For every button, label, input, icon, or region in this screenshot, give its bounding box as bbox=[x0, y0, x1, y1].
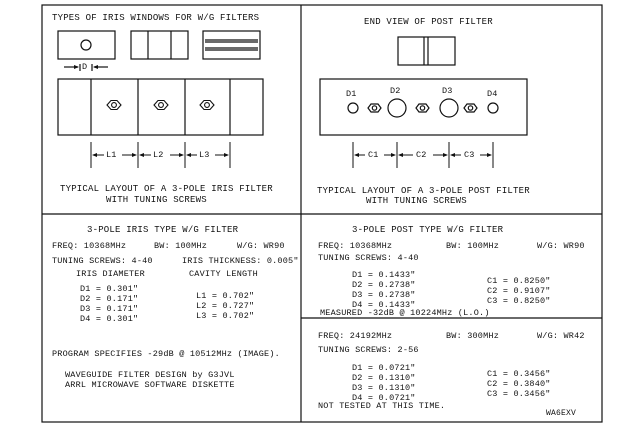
post2-tuning-screws: TUNING SCREWS: 2-56 bbox=[318, 345, 419, 355]
post-end-view bbox=[398, 37, 455, 65]
spacing-label-c3: C3 bbox=[464, 150, 475, 160]
post2-d2: D2 = 0.1310" bbox=[352, 373, 416, 383]
post-d2: D2 = 0.2738" bbox=[352, 280, 416, 290]
cavity-length-header: CAVITY LENGTH bbox=[189, 269, 258, 279]
post-d4 bbox=[488, 103, 498, 113]
iris-wg: W/G: WR90 bbox=[237, 241, 285, 251]
credit-line1: WAVEGUIDE FILTER DESIGN by G3JVL bbox=[65, 370, 235, 380]
iris-tuning-screws: TUNING SCREWS: 4-40 bbox=[52, 256, 153, 266]
post2-c2: C2 = 0.3840" bbox=[487, 379, 551, 389]
iris-tuning-screws bbox=[107, 101, 214, 110]
resonator-label-l3: L3 bbox=[199, 150, 210, 160]
post-freq: FREQ: 10368MHz bbox=[318, 241, 393, 251]
post-label-d4: D4 bbox=[487, 89, 498, 99]
author-signature: WA6EXV bbox=[546, 409, 577, 418]
post-end-view-title: END VIEW OF POST FILTER bbox=[364, 17, 493, 27]
post-filter-title: 3-POLE POST TYPE W/G FILTER bbox=[352, 225, 504, 235]
post-c2: C2 = 0.9107" bbox=[487, 286, 551, 296]
resonator-label-l1: L1 bbox=[106, 150, 117, 160]
iris-d4: D4 = 0.301" bbox=[80, 314, 139, 324]
iris-d2: D2 = 0.171" bbox=[80, 294, 139, 304]
vertical-slot-window bbox=[131, 31, 188, 59]
post-caption-line2: WITH TUNING SCREWS bbox=[366, 196, 467, 206]
iris-windows-title: TYPES OF IRIS WINDOWS FOR W/G FILTERS bbox=[52, 13, 260, 23]
post-wg: W/G: WR90 bbox=[537, 241, 585, 251]
post2-wg: W/G: WR42 bbox=[537, 331, 585, 341]
iris-window-types bbox=[58, 31, 260, 71]
post2-d1: D1 = 0.0721" bbox=[352, 363, 416, 373]
post-d4: D4 = 0.1433" bbox=[352, 300, 416, 310]
post2-d3: D3 = 0.1310" bbox=[352, 383, 416, 393]
post2-note: NOT TESTED AT THIS TIME. bbox=[318, 401, 446, 411]
horizontal-slot-window bbox=[203, 31, 260, 59]
resonator-label-l2: L2 bbox=[153, 150, 164, 160]
post-label-d3: D3 bbox=[442, 86, 453, 96]
iris-freq: FREQ: 10368MHz bbox=[52, 241, 127, 251]
program-note: PROGRAM SPECIFIES -29dB @ 10512MHz (IMAGE). bbox=[52, 349, 280, 359]
post-caption-line1: TYPICAL LAYOUT OF A 3-POLE POST FILTER bbox=[317, 186, 530, 196]
iris-d1: D1 = 0.301" bbox=[80, 284, 139, 294]
post-d1 bbox=[348, 103, 358, 113]
iris-caption-line2: WITH TUNING SCREWS bbox=[106, 195, 207, 205]
post2-c1: C1 = 0.3456" bbox=[487, 369, 551, 379]
diameter-label: D bbox=[82, 62, 88, 72]
post-filter-layout bbox=[320, 79, 527, 135]
post-d3: D3 = 0.2738" bbox=[352, 290, 416, 300]
post-label-d1: D1 bbox=[346, 89, 357, 99]
iris-diameter-header: IRIS DIAMETER bbox=[76, 269, 145, 279]
post-label-d2: D2 bbox=[390, 86, 401, 96]
iris-l2: L2 = 0.727" bbox=[196, 301, 255, 311]
post-measured: MEASURED -32dB @ 10224MHz (L.O.) bbox=[320, 308, 490, 318]
post-d2 bbox=[388, 99, 406, 117]
post-c1: C1 = 0.8250" bbox=[487, 276, 551, 286]
circular-iris-hole bbox=[81, 40, 91, 50]
circular-iris-window bbox=[58, 31, 115, 59]
iris-filter-title: 3-POLE IRIS TYPE W/G FILTER bbox=[87, 225, 239, 235]
iris-d3: D3 = 0.171" bbox=[80, 304, 139, 314]
post2-c3: C3 = 0.3456" bbox=[487, 389, 551, 399]
post2-freq: FREQ: 24192MHz bbox=[318, 331, 393, 341]
iris-l3: L3 = 0.702" bbox=[196, 311, 255, 321]
post-d1: D1 = 0.1433" bbox=[352, 270, 416, 280]
credit-line2: ARRL MICROWAVE SOFTWARE DISKETTE bbox=[65, 380, 235, 390]
iris-bw: BW: 100MHz bbox=[154, 241, 208, 251]
post2-bw: BW: 300MHz bbox=[446, 331, 500, 341]
post-tuning-screws: TUNING SCREWS: 4-40 bbox=[318, 253, 419, 263]
spacing-label-c1: C1 bbox=[368, 150, 379, 160]
post-d3 bbox=[440, 99, 458, 117]
iris-caption-line1: TYPICAL LAYOUT OF A 3-POLE IRIS FILTER bbox=[60, 184, 273, 194]
iris-l1: L1 = 0.702" bbox=[196, 291, 255, 301]
spacing-label-c2: C2 bbox=[416, 150, 427, 160]
post-c3: C3 = 0.8250" bbox=[487, 296, 551, 306]
post-bw: BW: 100MHz bbox=[446, 241, 500, 251]
iris-thickness: IRIS THICKNESS: 0.005" bbox=[182, 256, 299, 266]
post2-d4: D4 = 0.0721" bbox=[352, 393, 416, 403]
